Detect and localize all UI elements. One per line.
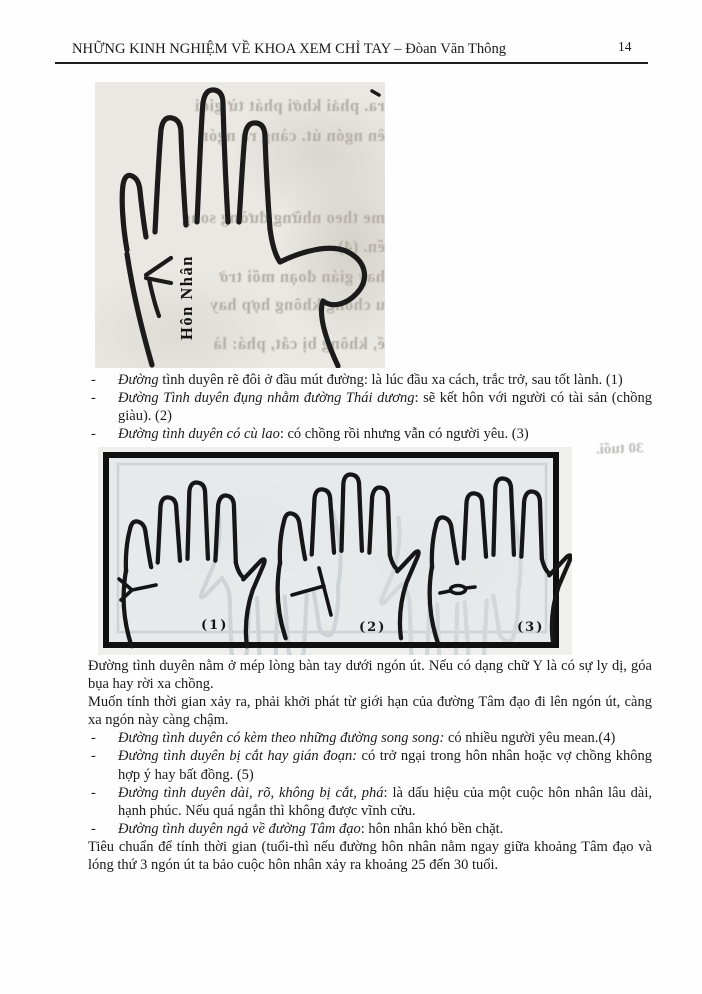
bullet-item (88, 729, 652, 747)
ghost-bleed-text: 30 tuổi. (595, 440, 644, 458)
bullet-text (118, 784, 652, 820)
index-finger (239, 123, 270, 229)
figure-label-1: (1) (201, 618, 229, 633)
bullet-item (88, 784, 652, 820)
bullet-dash: - (91, 426, 96, 443)
ghost-bleed-text: me theo những đường song (181, 208, 385, 227)
middle-finger (197, 90, 228, 222)
bullet-item (88, 371, 652, 389)
ghost-bleed-text: hay gián đoạn mối trở (218, 267, 385, 286)
ghost-bleed-text: ển. (4) (337, 237, 385, 256)
bullet-dash: - (91, 730, 96, 747)
hand-outline-drawing (95, 82, 385, 368)
bullet-item (88, 389, 652, 425)
three-hands-drawing (98, 447, 572, 655)
bullet-dash: - (91, 820, 96, 837)
ghost-bleed-text: ra. phải khởi phát từ giới (194, 96, 385, 115)
paragraph: Đường tình duyên nằm ở mép lòng bàn tay dưới ngón út. Nếu có dạng chữ Y là có sự ly dị, góa bụa hay rời xa chồng. (88, 658, 652, 693)
thumb (270, 229, 364, 366)
bullet-item (88, 820, 652, 838)
bullet-dash: - (91, 748, 96, 765)
bullet-term: Đường tình duyên dài, rõ, không bị cắt, phá (118, 784, 384, 801)
marriage-line-fork (146, 258, 171, 316)
figure-label-3: (3) (517, 620, 545, 635)
bullet-text (118, 820, 652, 838)
ghost-bleed-text: ên ngón út. càng ra ngón (198, 126, 385, 145)
pinky-finger (122, 175, 146, 250)
bullet-list-a (88, 371, 652, 443)
bullet-text (118, 389, 652, 425)
ghost-bleed-text: u chồng không hợp hay (209, 295, 385, 314)
palm-left-edge (127, 254, 152, 365)
marriage-line-label: Hôn Nhân (177, 255, 196, 340)
bullet-desc: có nhiều người yêu mean.(4) (444, 730, 616, 747)
figure-label-2: (2) (359, 620, 387, 635)
bullet-term: Đường tình duyên có cù lao (118, 426, 280, 443)
ring-finger (155, 118, 186, 232)
bullet-text (118, 371, 652, 389)
bullet-desc: : hôn nhân khó bền chặt. (360, 820, 504, 837)
bullet-text (118, 729, 652, 747)
bullet-desc: có trở ngại trong hôn nhân hoặc vợ chồng không hợp ý hay bất đồng. (5) (118, 748, 652, 783)
page-title: NHỮNG KINH NGHIỆM VỀ KHOA XEM CHỈ TAY – Đòan Văn Thông (72, 41, 507, 57)
body-text (88, 657, 652, 874)
bullet-desc: : sẽ kết hôn với người có tài sản (chồng giàu). (2) (118, 390, 652, 425)
bullet-dash: - (91, 372, 96, 388)
figure-marriage-line-hand (95, 82, 385, 368)
page-number: 14 (618, 39, 632, 54)
bullet-term: Đường tình duyên ngả về đường Tâm đạo (118, 820, 361, 837)
figure-three-hands (98, 447, 572, 655)
paragraph: Muốn tính thời gian xảy ra, phải khởi phát từ giới hạn của đường Tâm đạo đi lên ngón út, càng xa ngón này càng chậm. (88, 694, 652, 729)
bullet-term: Đường (118, 372, 159, 388)
bullet-text (118, 747, 652, 783)
bullet-dash: - (91, 390, 96, 407)
bullet-term: Đường tình duyên bị cắt hay gián đoạn: (118, 748, 358, 765)
bullet-item (88, 747, 652, 783)
scan-speck (372, 91, 379, 95)
bullet-text (118, 425, 652, 443)
bullet-term: Đường Tình duyên đụng nhằm đường Thái dương (118, 390, 415, 407)
bullet-desc: : là dấu hiệu của một cuộc hôn nhân lâu dài, hạnh phúc. Nếu quá ngắn thì không được vĩnh cửu. (118, 784, 652, 819)
header-rule (55, 62, 648, 64)
bullet-item (88, 425, 652, 443)
bullet-desc: : có chồng rồi nhưng vẫn có người yêu. (3) (279, 426, 529, 443)
bullet-desc: tình duyên rẽ đôi ở đầu mút đường: là lúc đầu xa cách, trắc trở, sau tốt lành. (1) (158, 372, 623, 388)
bullet-dash: - (91, 784, 96, 801)
bullet-term: Đường tình duyên có kèm theo những đường song song: (118, 730, 445, 747)
ghost-bleed-text: ế, không bị cắt, phá: là (213, 334, 385, 353)
paragraph: Tiêu chuẩn để tính thời gian (tuổi-thì nếu đường hôn nhân nằm ngay giữa khoảng Tâm đạo và lóng thứ 3 ngón út ta bảo cuộc hôn nhân xảy ra khoảng 25 đến 30 tuổi. (88, 838, 652, 874)
